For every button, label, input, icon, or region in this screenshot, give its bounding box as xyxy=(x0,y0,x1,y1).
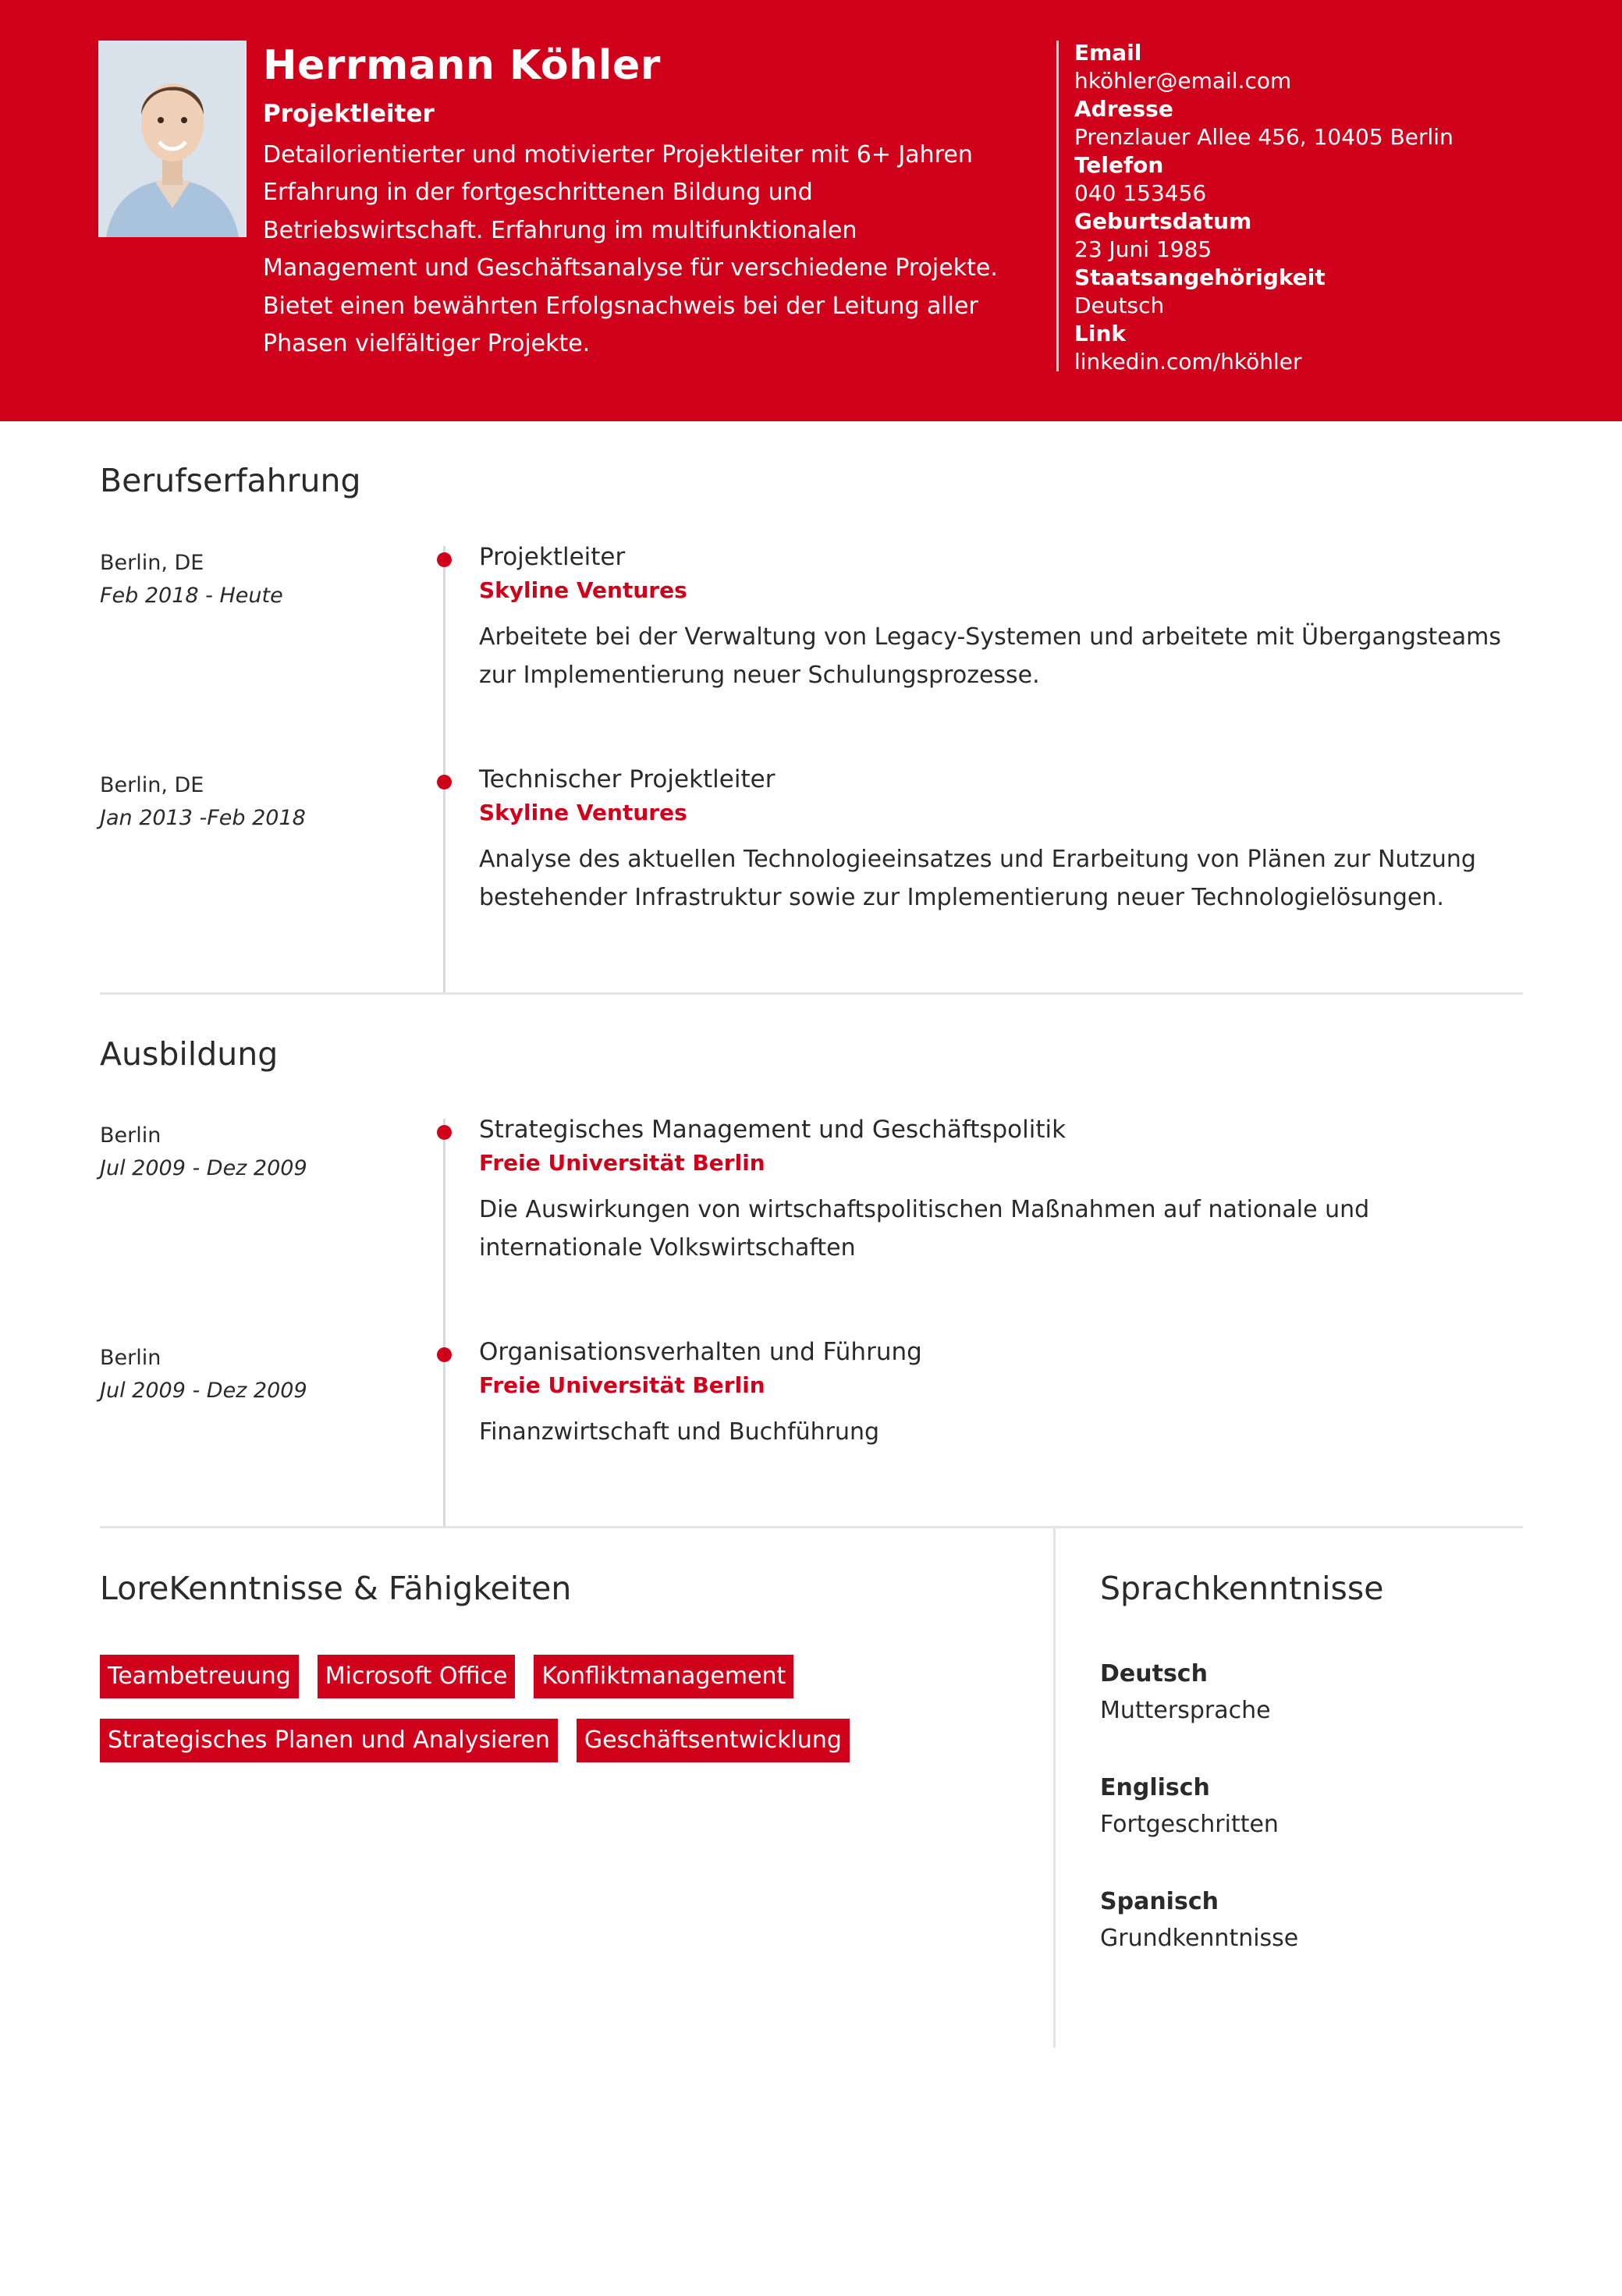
entry-location: Berlin, DE xyxy=(100,551,204,575)
profile-photo xyxy=(98,41,247,237)
entry-date: Jul 2009 - Dez 2009 xyxy=(100,1156,307,1180)
entry-description: Analyse des aktuellen Technologieeinsatzes und Erarbeitung von Plänen zur Nutzung bestehender Infrastruktur sowie zur Implementierung neuer Technologielösungen. xyxy=(479,846,1476,911)
skills-list xyxy=(100,1655,1005,1783)
section-divider xyxy=(100,992,1523,995)
contact-label-phone: Telefon xyxy=(1074,152,1164,178)
language-level: Muttersprache xyxy=(1100,1697,1271,1724)
header-divider xyxy=(1056,41,1059,371)
experience-timeline xyxy=(443,546,445,992)
entry-location: Berlin xyxy=(100,1123,161,1148)
profile-summary: Detailorientierter und motivierter Projektleiter mit 6+ Jahren Erfahrung in der fortgeschrittenen Bildung und Betriebswirtschaft. Erfahrung im multifunktionalen Management und Geschäftsanalyse für verschiedene Projekte. Bietet einen bewährten Erfolgsnachweis bei der Leitung aller Phasen vielfältiger Projekte. xyxy=(263,141,998,358)
column-divider xyxy=(1053,1528,1056,2048)
entry-date: Feb 2018 - Heute xyxy=(100,584,283,608)
languages-heading: Sprachkenntnisse xyxy=(1100,1570,1384,1607)
contact-label-link: Link xyxy=(1074,321,1126,346)
entry-location: Berlin, DE xyxy=(100,773,204,797)
candidate-name: Herrmann Köhler xyxy=(263,42,661,89)
section-divider xyxy=(100,1526,1523,1528)
contact-label-address: Adresse xyxy=(1074,96,1173,122)
contact-link: linkedin.com/hköhler xyxy=(1074,349,1302,374)
contact-label-birthdate: Geburtsdatum xyxy=(1074,208,1252,234)
contact-nationality: Deutsch xyxy=(1074,293,1165,318)
person-avatar-icon xyxy=(98,41,247,237)
contact-label-email: Email xyxy=(1074,40,1142,66)
contact-block xyxy=(1074,39,1605,376)
entry-organization: Skyline Ventures xyxy=(479,800,687,825)
entry-date: Jan 2013 -Feb 2018 xyxy=(100,806,306,830)
contact-address: Prenzlauer Allee 456, 10405 Berlin xyxy=(1074,124,1453,150)
contact-email: hköhler@email.com xyxy=(1074,68,1292,94)
skill-tag: Strategisches Planen und Analysieren xyxy=(100,1719,558,1762)
skill-tag: Microsoft Office xyxy=(318,1655,516,1698)
timeline-dot xyxy=(437,552,452,567)
entry-title: Technischer Projektleiter xyxy=(479,765,776,793)
skill-tag: Geschäftsentwicklung xyxy=(577,1719,850,1762)
education-heading: Ausbildung xyxy=(100,1035,279,1073)
entry-title: Projektleiter xyxy=(479,543,626,571)
language-item xyxy=(1100,1657,1298,1730)
language-level: Grundkenntnisse xyxy=(1100,1925,1299,1952)
entry-description: Die Auswirkungen von wirtschaftspolitischen Maßnahmen auf nationale und internationale Volkswirtschaften xyxy=(479,1196,1370,1262)
entry-organization: Freie Universität Berlin xyxy=(479,1150,765,1176)
skill-tag: Konfliktmanagement xyxy=(534,1655,793,1698)
header-banner xyxy=(0,0,1622,421)
language-name: Englisch xyxy=(1100,1774,1210,1801)
entry-date: Jul 2009 - Dez 2009 xyxy=(100,1379,307,1403)
timeline-dot xyxy=(437,1347,452,1362)
entry-description: Arbeitete bei der Verwaltung von Legacy-Systemen und arbeitete mit Übergangsteams zur Implementierung neuer Schulungsprozesse. xyxy=(479,623,1501,689)
languages-list xyxy=(1100,1657,1298,1999)
timeline-dot xyxy=(437,775,452,790)
entry-title: Organisationsverhalten und Führung xyxy=(479,1338,922,1366)
education-timeline xyxy=(443,1119,445,1528)
skills-heading: LoreKenntnisse & Fähigkeiten xyxy=(100,1570,572,1607)
entry-title: Strategisches Management und Geschäftspolitik xyxy=(479,1116,1067,1144)
contact-birthdate: 23 Juni 1985 xyxy=(1074,236,1212,262)
timeline-dot xyxy=(437,1125,452,1140)
candidate-role: Projektleiter xyxy=(263,100,435,128)
language-item xyxy=(1100,1885,1298,1958)
entry-organization: Skyline Ventures xyxy=(479,577,687,603)
skills-row xyxy=(100,1655,1005,1698)
experience-heading: Berufserfahrung xyxy=(100,462,361,499)
language-name: Deutsch xyxy=(1100,1660,1208,1687)
entry-description: Finanzwirtschaft und Buchführung xyxy=(479,1418,880,1446)
skills-row xyxy=(100,1719,1005,1762)
skill-tag: Teambetreuung xyxy=(100,1655,299,1698)
language-item xyxy=(1100,1771,1298,1844)
contact-phone: 040 153456 xyxy=(1074,180,1207,206)
language-name: Spanisch xyxy=(1100,1888,1219,1915)
entry-organization: Freie Universität Berlin xyxy=(479,1372,765,1398)
entry-location: Berlin xyxy=(100,1346,161,1370)
contact-label-nationality: Staatsangehörigkeit xyxy=(1074,264,1326,290)
language-level: Fortgeschritten xyxy=(1100,1811,1279,1838)
